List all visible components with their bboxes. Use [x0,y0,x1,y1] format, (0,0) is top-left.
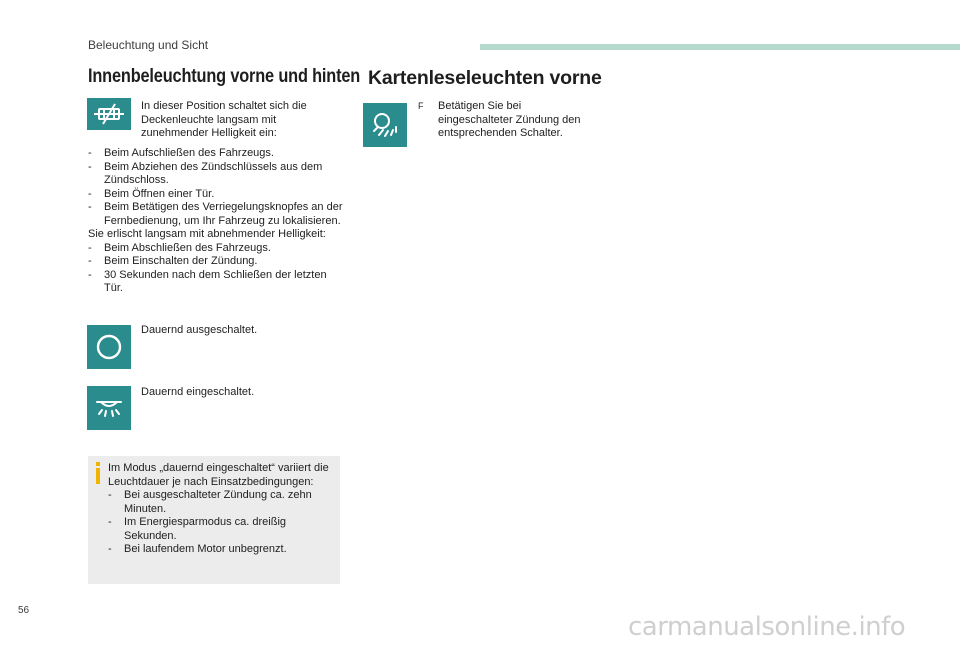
map-light-text: Betätigen Sie bei eingeschalteter Zündung den entsprechenden Schalter. [438,100,581,139]
header-bar [480,44,960,50]
list-item: - Bei laufendem Motor unbegrenzt. [108,543,336,557]
icon-map-light [363,103,407,147]
list-item: - Beim Öffnen einer Tür. [88,188,343,202]
door-mode-text: In dieser Position schaltet sich die Deckenleuchte langsam mit zunehmender Helligkeit ein: [141,100,307,139]
off-intro: Sie erlischt langsam mit abnehmender Helligkeit: [88,228,326,240]
icon-on-mode [87,386,131,430]
circle-off-icon [94,332,124,362]
list-item: - Im Energiesparmodus ca. dreißig Sekunden. [108,516,336,543]
dome-light-on-icon [93,396,125,420]
info-text [108,462,336,557]
heading-map-lights: Kartenleseleuchten vorne [368,67,602,89]
heading-interior-lights: Innenbeleuchtung vorne und hinten [88,66,361,87]
list-item: - Beim Abziehen des Zündschlüssels aus dem Zündschloss. [88,161,343,188]
list-item: - Bei ausgeschalteter Zündung ca. zehn Minuten. [108,489,336,516]
bullet-f: F [418,101,424,111]
list-item: - Beim Abschließen des Fahrzeugs. [88,242,343,256]
info-icon [95,462,101,484]
off-mode-text: Dauernd ausgeschaltet. [141,324,258,336]
icon-door-mode [87,98,131,130]
reading-light-icon [369,109,401,141]
list-item: - 30 Sekunden nach dem Schließen der letzten Tür. [88,269,343,296]
list-item: - Beim Aufschließen des Fahrzeugs. [88,147,343,161]
door-light-icon [92,102,126,126]
map-light-text-block [418,100,598,141]
lighting-rules [88,147,343,296]
list-item: - Beim Einschalten der Zündung. [88,255,343,269]
info-intro: Im Modus „dauernd eingeschaltet“ variiert die Leuchtdauer je nach Einsatzbedingungen: [108,462,329,488]
section-title: Beleuchtung und Sicht [88,38,209,52]
list-item: - Beim Betätigen des Verriegelungsknopfes an der Fernbedienung, um Ihr Fahrzeug zu lokalisieren. [88,201,343,228]
watermark: carmanualsonline.info [628,612,906,642]
page-number: 56 [18,605,30,616]
on-mode-text: Dauernd eingeschaltet. [141,386,255,398]
icon-off-mode [87,325,131,369]
